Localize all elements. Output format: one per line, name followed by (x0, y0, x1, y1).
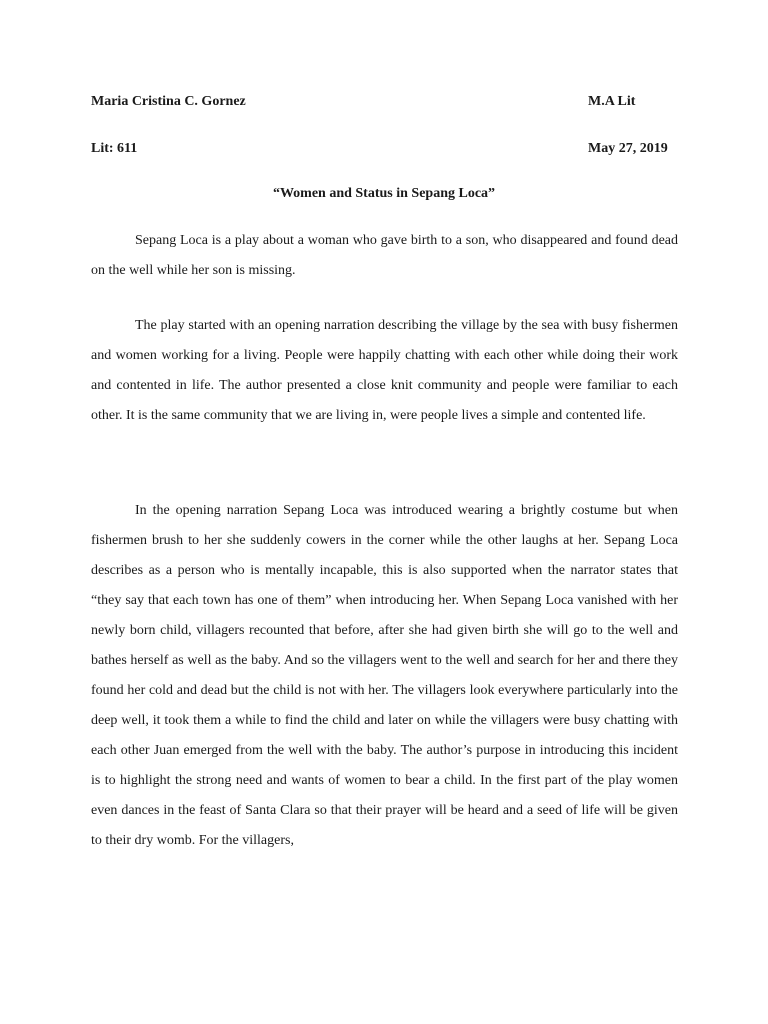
date-label: May 27, 2019 (588, 141, 668, 156)
paragraph-1-block (91, 226, 678, 286)
degree-label: M.A Lit (588, 94, 636, 109)
paragraph-3-block (91, 496, 678, 856)
course-code: Lit: 611 (91, 141, 138, 156)
author-name: Maria Cristina C. Gornez (91, 94, 246, 109)
paragraph: In the opening narration Sepang Loca was introduced wearing a brightly costume but when fishermen brush to her she suddenly cowers in the corner while the other laughs at her. Sepang Loca describes as a person who is mentally incapable, this is also supported when the narrator states that “they say that each town has one of them” when introducing her. When Sepang Loca vanished with her newly born child, villagers recounted that before, after she had given birth she will go to the well and bathes herself as well as the baby. And so the villagers went to the well and search for her and there they found her cold and dead but the child is not with her. The villagers look everywhere particularly into the deep well, it took them a while to find the child and later on while the villagers were busy chatting with each other Juan emerged from the well with the baby. The author’s purpose in introducing this incident is to highlight the strong need and wants of women to bear a child. In the first part of the play women even dances in the feast of Santa Clara so that their prayer will be heard and a seed of life will be given to their dry womb. For the villagers, (91, 503, 678, 848)
paragraph-2-block (91, 311, 678, 431)
paragraph: The play started with an opening narration describing the village by the sea with busy fishermen and women working for a living. People were happily chatting with each other while doing their work and contented in life. The author presented a close knit community and people were familiar to each other. It is the same community that we are living in, were people lives a simple and contented life. (91, 318, 678, 423)
paragraph: Sepang Loca is a play about a woman who gave birth to a son, who disappeared and found dead on the well while her son is missing. (91, 233, 678, 278)
essay-title: “Women and Status in Sepang Loca” (272, 186, 496, 201)
